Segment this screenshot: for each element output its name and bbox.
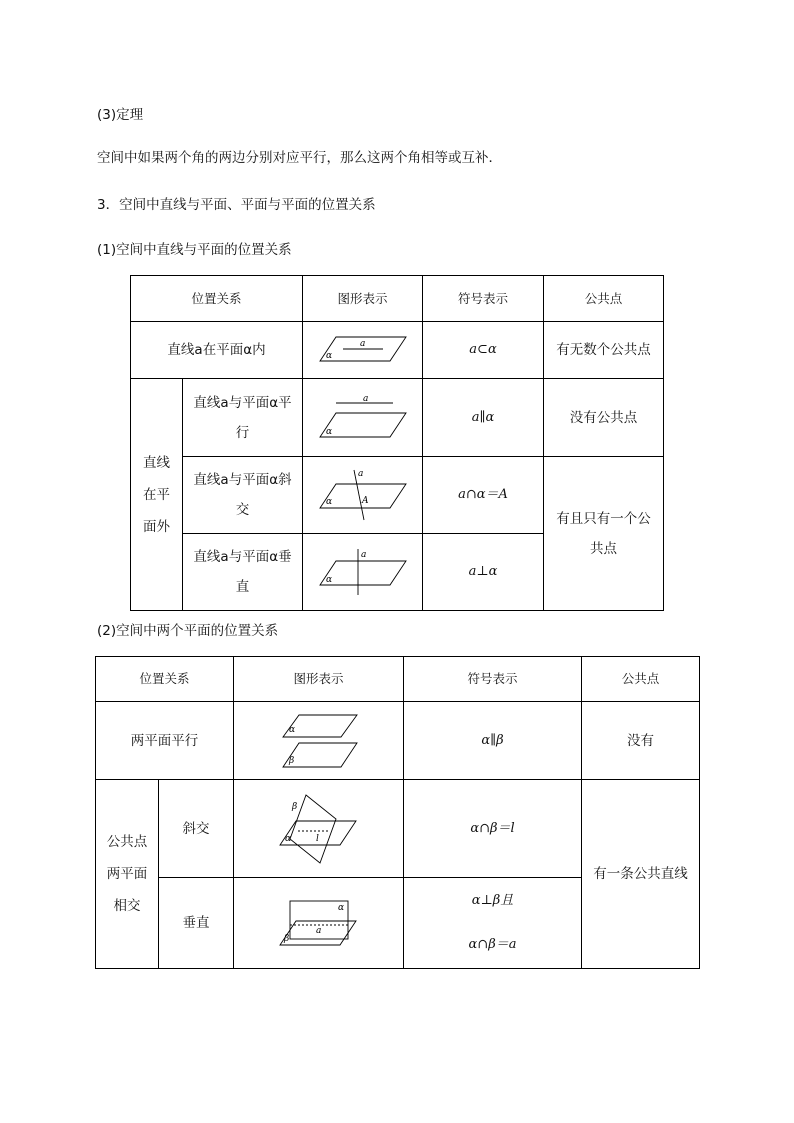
symbol-parallel: a∥α: [423, 379, 544, 457]
svg-text:α: α: [325, 426, 332, 437]
common-none: 没有公共点: [544, 379, 664, 457]
svg-text:α: α: [325, 351, 332, 361]
svg-text:α: α: [284, 833, 291, 844]
table-header-row: [131, 276, 664, 322]
svg-text:α: α: [325, 575, 332, 585]
svg-text:a: a: [360, 550, 366, 560]
svg-text:A: A: [361, 496, 369, 506]
figure-planes-oblique: [234, 780, 404, 878]
section-heading-theorem: (3)定理: [97, 107, 144, 123]
common-one-point: 有且只有一个公 共点: [544, 457, 664, 611]
header-relation: 位置关系: [96, 657, 234, 702]
header-symbol: 符号表示: [423, 276, 544, 322]
svg-text:a: a: [362, 393, 368, 404]
header-symbol: 符号表示: [404, 657, 582, 702]
symbol-intersect: a∩α＝A: [423, 457, 544, 534]
relation-parallel: 直线a与平面α平 行: [183, 379, 303, 457]
relation-in-plane: 直线a在平面α内: [131, 322, 303, 379]
subheading-plane-plane: (2)空间中两个平面的位置关系: [97, 623, 279, 639]
symbol-perpendicular-planes: α⊥β且 α∩β＝a: [404, 878, 582, 969]
svg-text:α: α: [325, 497, 332, 507]
header-relation: 位置关系: [131, 276, 303, 322]
figure-line-perpendicular: [303, 534, 423, 611]
section-heading-3: 3．空间中直线与平面、平面与平面的位置关系: [97, 197, 376, 213]
svg-text:a: a: [315, 926, 321, 936]
relation-oblique-planes: 斜交: [159, 780, 234, 878]
svg-text:α: α: [288, 724, 295, 735]
line-plane-table: [130, 275, 664, 611]
common-line: 有一条公共直线: [582, 780, 700, 969]
svg-text:β: β: [283, 934, 289, 944]
header-figure: 图形表示: [303, 276, 423, 322]
header-common-points: 公共点: [544, 276, 664, 322]
common-none-planes: 没有: [582, 702, 700, 780]
table-row: [96, 780, 700, 878]
table-row: [131, 457, 664, 534]
subheading-line-plane: (1)空间中直线与平面的位置关系: [97, 242, 292, 258]
relation-perpendicular: 直线a与平面α垂 直: [183, 534, 303, 611]
svg-text:l: l: [315, 833, 319, 844]
group-label-intersecting: 公共点 两平面 相交: [96, 780, 159, 969]
table-row: [131, 322, 664, 379]
svg-text:β: β: [288, 755, 294, 766]
relation-oblique: 直线a与平面α斜 交: [183, 457, 303, 534]
symbol-subset: a⊂α: [423, 322, 544, 379]
relation-planes-parallel: 两平面平行: [96, 702, 234, 780]
figure-planes-parallel: [234, 702, 404, 780]
svg-text:α: α: [337, 903, 344, 913]
group-label-outside: 直线 在平 面外: [131, 379, 183, 611]
figure-line-oblique: [303, 457, 423, 534]
common-infinite: 有无数个公共点: [544, 322, 664, 379]
header-common-points: 公共点: [582, 657, 700, 702]
svg-text:a: a: [359, 339, 365, 349]
symbol-planes-parallel: α∥β: [404, 702, 582, 780]
svg-text:β: β: [291, 801, 297, 812]
plane-plane-table: [95, 656, 700, 969]
theorem-text: 空间中如果两个角的两边分别对应平行，那么这两个角相等或互补．: [97, 150, 502, 166]
symbol-oblique-planes: α∩β＝l: [404, 780, 582, 878]
relation-perpendicular-planes: 垂直: [159, 878, 234, 969]
table-row: [131, 379, 664, 457]
symbol-perpendicular: a⊥α: [423, 534, 544, 611]
figure-planes-perpendicular: [234, 878, 404, 969]
svg-text:a: a: [357, 469, 363, 479]
table-row: [96, 702, 700, 780]
figure-line-parallel: [303, 379, 423, 457]
figure-line-in-plane: [303, 322, 423, 379]
table-header-row: [96, 657, 700, 702]
header-figure: 图形表示: [234, 657, 404, 702]
